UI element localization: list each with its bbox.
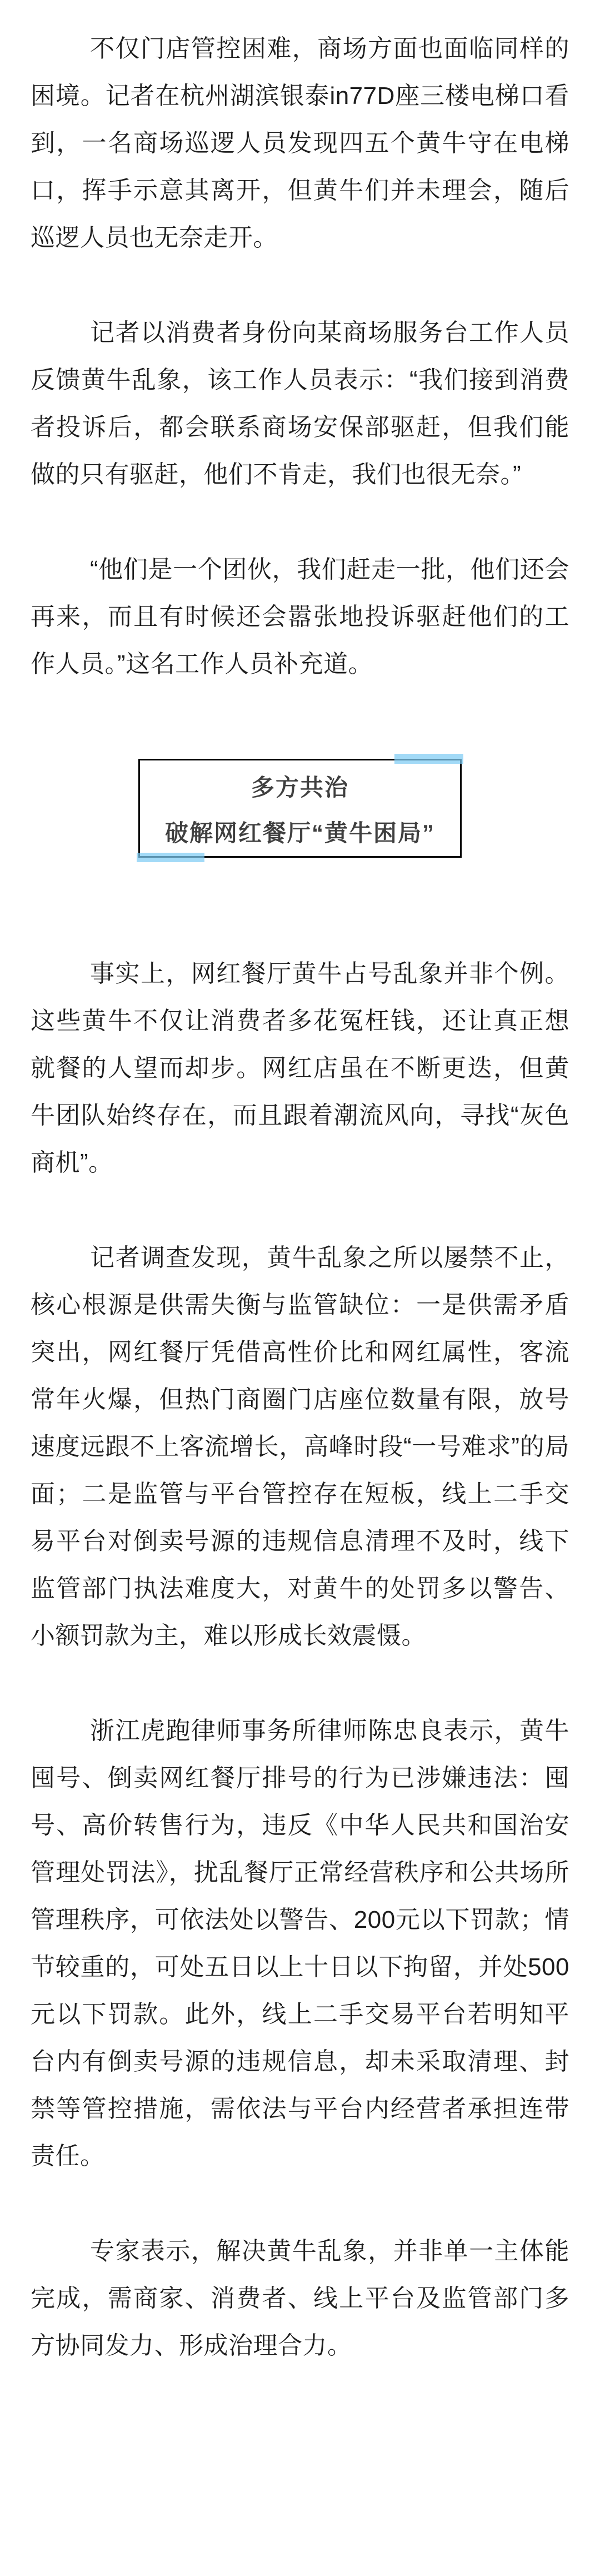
accent-bar-top-right xyxy=(394,754,463,764)
article-paragraph: 记者以消费者身份向某商场服务台工作人员反馈黄牛乱象，该工作人员表示：“我们接到消费者投诉后，都会联系商场安保部驱赶，但我们能做的只有驱赶，他们不肯走，我们也很无奈。” xyxy=(31,319,569,488)
article-paragraph: 专家表示，解决黄牛乱象，并非单一主体能完成，需商家、消费者、线上平台及监管部门多方协同发力、形成治理合力。 xyxy=(31,2237,569,2359)
article-paragraph: 浙江虎跑律师事务所律师陈忠良表示，黄牛囤号、倒卖网红餐厅排号的行为已涉嫌违法：囤号、高价转售行为，违反《中华人民共和国治安管理处罚法》，扰乱餐厅正常经营秩序和公共场所管理秩序，可依法处以警告、200元以下罚款；情节较重的，可处五日以上十日以下拘留，并处500元以下罚款。此外，线上二手交易平台若明知平台内有倒卖号源的违规信息，却未采取清理、封禁等管控措施，需依法与平台内经营者承担连带责任。 xyxy=(31,1717,569,2170)
section-heading-box xyxy=(138,759,462,858)
section-heading-border xyxy=(138,759,462,858)
section-heading-line1: 多方共治 xyxy=(251,774,349,800)
article-paragraph: 事实上，网红餐厅黄牛占号乱象并非个例。这些黄牛不仅让消费者多花冤枉钱，还让真正想就餐的人望而却步。网红店虽在不断更迭，但黄牛团队始终存在，而且跟着潮流风向，寻找“灰色商机”。 xyxy=(31,960,569,1176)
article-paragraph: 记者调查发现，黄牛乱象之所以屡禁不止，核心根源是供需失衡与监管缺位：一是供需矛盾突出，网红餐厅凭借高性价比和网红属性，客流常年火爆，但热门商圈门店座位数量有限，放号速度远跟不上客流增长，高峰时段“一号难求”的局面；二是监管与平台管控存在短板，线上二手交易平台对倒卖号源的违规信息清理不及时，线下监管部门执法难度大，对黄牛的处罚多以警告、小额罚款为主，难以形成长效震慑。 xyxy=(31,1244,569,1649)
accent-bar-bottom-left xyxy=(137,853,204,862)
article-paragraph: “他们是一个团伙，我们赶走一批，他们还会再来，而且有时候还会嚣张地投诉驱赶他们的工作人员。”这名工作人员补充道。 xyxy=(31,556,569,678)
section-heading-line2: 破解网红餐厅“黄牛困局” xyxy=(164,820,435,846)
article-paragraph: 不仅门店管控困难，商场方面也面临同样的困境。记者在杭州湖滨银泰in77D座三楼电梯口看到，一名商场巡逻人员发现四五个黄牛守在电梯口，挥手示意其离开，但黄牛们并未理会，随后巡逻人员也无奈走开。 xyxy=(31,35,569,251)
